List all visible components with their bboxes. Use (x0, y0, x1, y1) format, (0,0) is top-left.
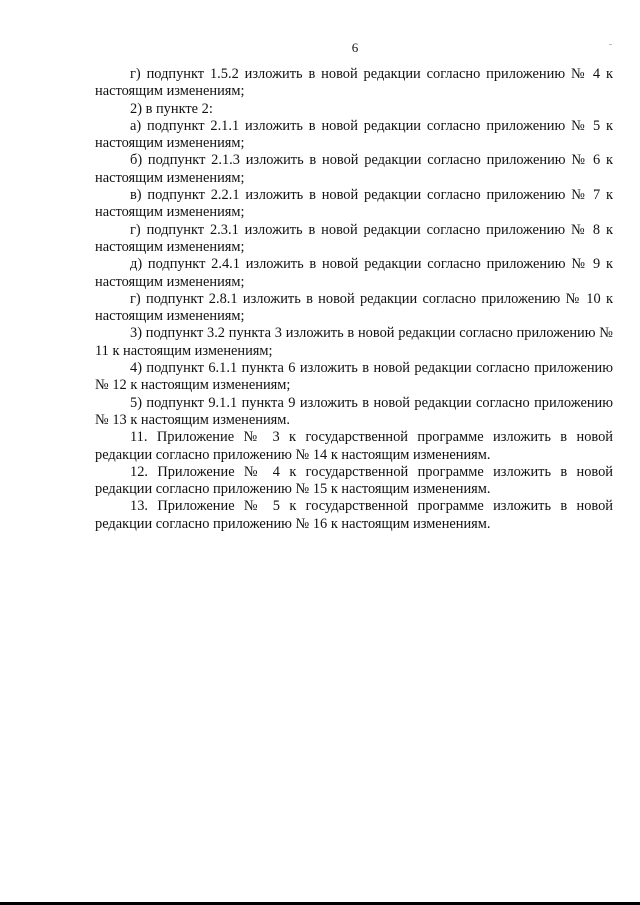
paragraph-item-v-2-2-1: в) подпункт 2.2.1 изложить в новой редакции согласно приложению № 7 к настоящим изменениям; (95, 187, 613, 221)
paragraph-item-g-2-3-1: г) подпункт 2.3.1 изложить в новой редакции согласно приложению № 8 к настоящим изменениям; (95, 221, 613, 255)
paragraph-item-3-3-2: 3) подпункт 3.2 пункта 3 изложить в новой редакции согласно приложению № 11 к настоящим изменениям; (95, 325, 613, 359)
paragraph-item-g-2-8-1: г) подпункт 2.8.1 изложить в новой редакции согласно приложению № 10 к настоящим изменениям; (95, 290, 613, 325)
paragraph-point-13: 13. Приложение № 5 к государственной программе изложить в новой редакции согласно приложению № 16 к настоящим изменениям. (95, 498, 613, 532)
paragraph-point-2-heading: 2) в пункте 2: (130, 100, 213, 117)
paragraph-item-b-2-1-3: б) подпункт 2.1.3 изложить в новой редакции согласно приложению № 6 к настоящим изменениям; (95, 152, 613, 186)
paragraph-item-d-2-4-1: д) подпункт 2.4.1 изложить в новой редакции согласно приложению № 9 к настоящим изменениям; (95, 256, 613, 290)
paragraph-item-a-2-1-1: а) подпункт 2.1.1 изложить в новой редакции согласно приложению № 5 к настоящим изменениям; (95, 117, 613, 152)
paragraph-item-4-6-1-1: 4) подпункт 6.1.1 пункта 6 изложить в новой редакции согласно приложению № 12 к настоящим изменениям; (95, 360, 613, 394)
paragraph-point-11: 11. Приложение № 3 к государственной программе изложить в новой редакции согласно приложению № 14 к настоящим изменениям. (95, 429, 613, 463)
page-number: 6 (351, 40, 359, 55)
paragraph-item-5-9-1-1: 5) подпункт 9.1.1 пункта 9 изложить в новой редакции согласно приложению № 13 к настоящим изменениям. (95, 394, 613, 428)
document-body (95, 66, 613, 533)
paragraph-point-12: 12. Приложение № 4 к государственной программе изложить в новой редакции согласно приложению № 15 к настоящим изменениям. (95, 463, 613, 498)
paragraph-item-g-1-5-2: г) подпункт 1.5.2 изложить в новой редакции согласно приложению № 4 к настоящим изменениям; (95, 66, 613, 100)
